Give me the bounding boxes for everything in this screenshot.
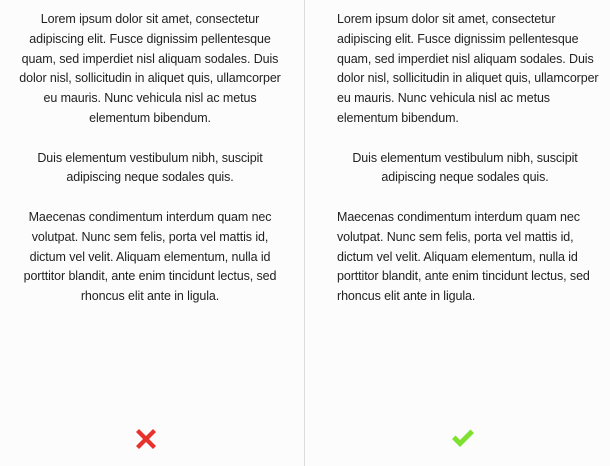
left-paragraph-3: Maecenas condimentum interdum quam nec volutpat. Nunc sem felis, porta vel mattis id, dictum vel velit. Aliquam elementum, nulla id porttitor blandit, ante enim tincidunt lectus, sed rhoncus elit ante in ligula. — [23, 209, 277, 304]
right-paragraph-2: Duis elementum vestibulum nibh, suscipit adipiscing neque sodales quis. — [352, 150, 578, 185]
right-text-block — [337, 10, 599, 327]
right-panel — [305, 0, 610, 466]
right-verdict — [450, 426, 476, 452]
left-text-block — [14, 10, 286, 327]
checkmark-icon — [450, 428, 476, 450]
left-paragraph-1: Lorem ipsum dolor sit amet, consectetur adipiscing elit. Fusce dignissim pellentesque quam, sed imperdiet nisl aliquam sodales. Duis dolor nisl, sollicitudin in aliquet quis, ullamcorper eu mauris. Nunc vehicula nisl ac metus elementum bibendum. — [19, 12, 281, 125]
cross-icon — [135, 428, 157, 450]
left-paragraph-2: Duis elementum vestibulum nibh, suscipit adipiscing neque sodales quis. — [37, 150, 263, 185]
right-paragraph-1: Lorem ipsum dolor sit amet, consectetur adipiscing elit. Fusce dignissim pellentesque quam, sed imperdiet nisl aliquam sodales. Duis dolor nisl, sollicitudin in aliquet quis, ullamcorper eu mauris. Nunc vehicula nisl ac metus elementum bibendum. — [337, 12, 599, 125]
left-verdict — [133, 426, 159, 452]
checkmark-icon-shape — [452, 430, 474, 448]
right-paragraph-3: Maecenas condimentum interdum quam nec volutpat. Nunc sem felis, porta vel mattis id, dictum vel velit. Aliquam elementum, nulla id porttitor blandit, ante enim tincidunt lectus, sed rhoncus elit ante in ligula. — [337, 209, 590, 304]
cross-icon-shape — [136, 429, 156, 449]
